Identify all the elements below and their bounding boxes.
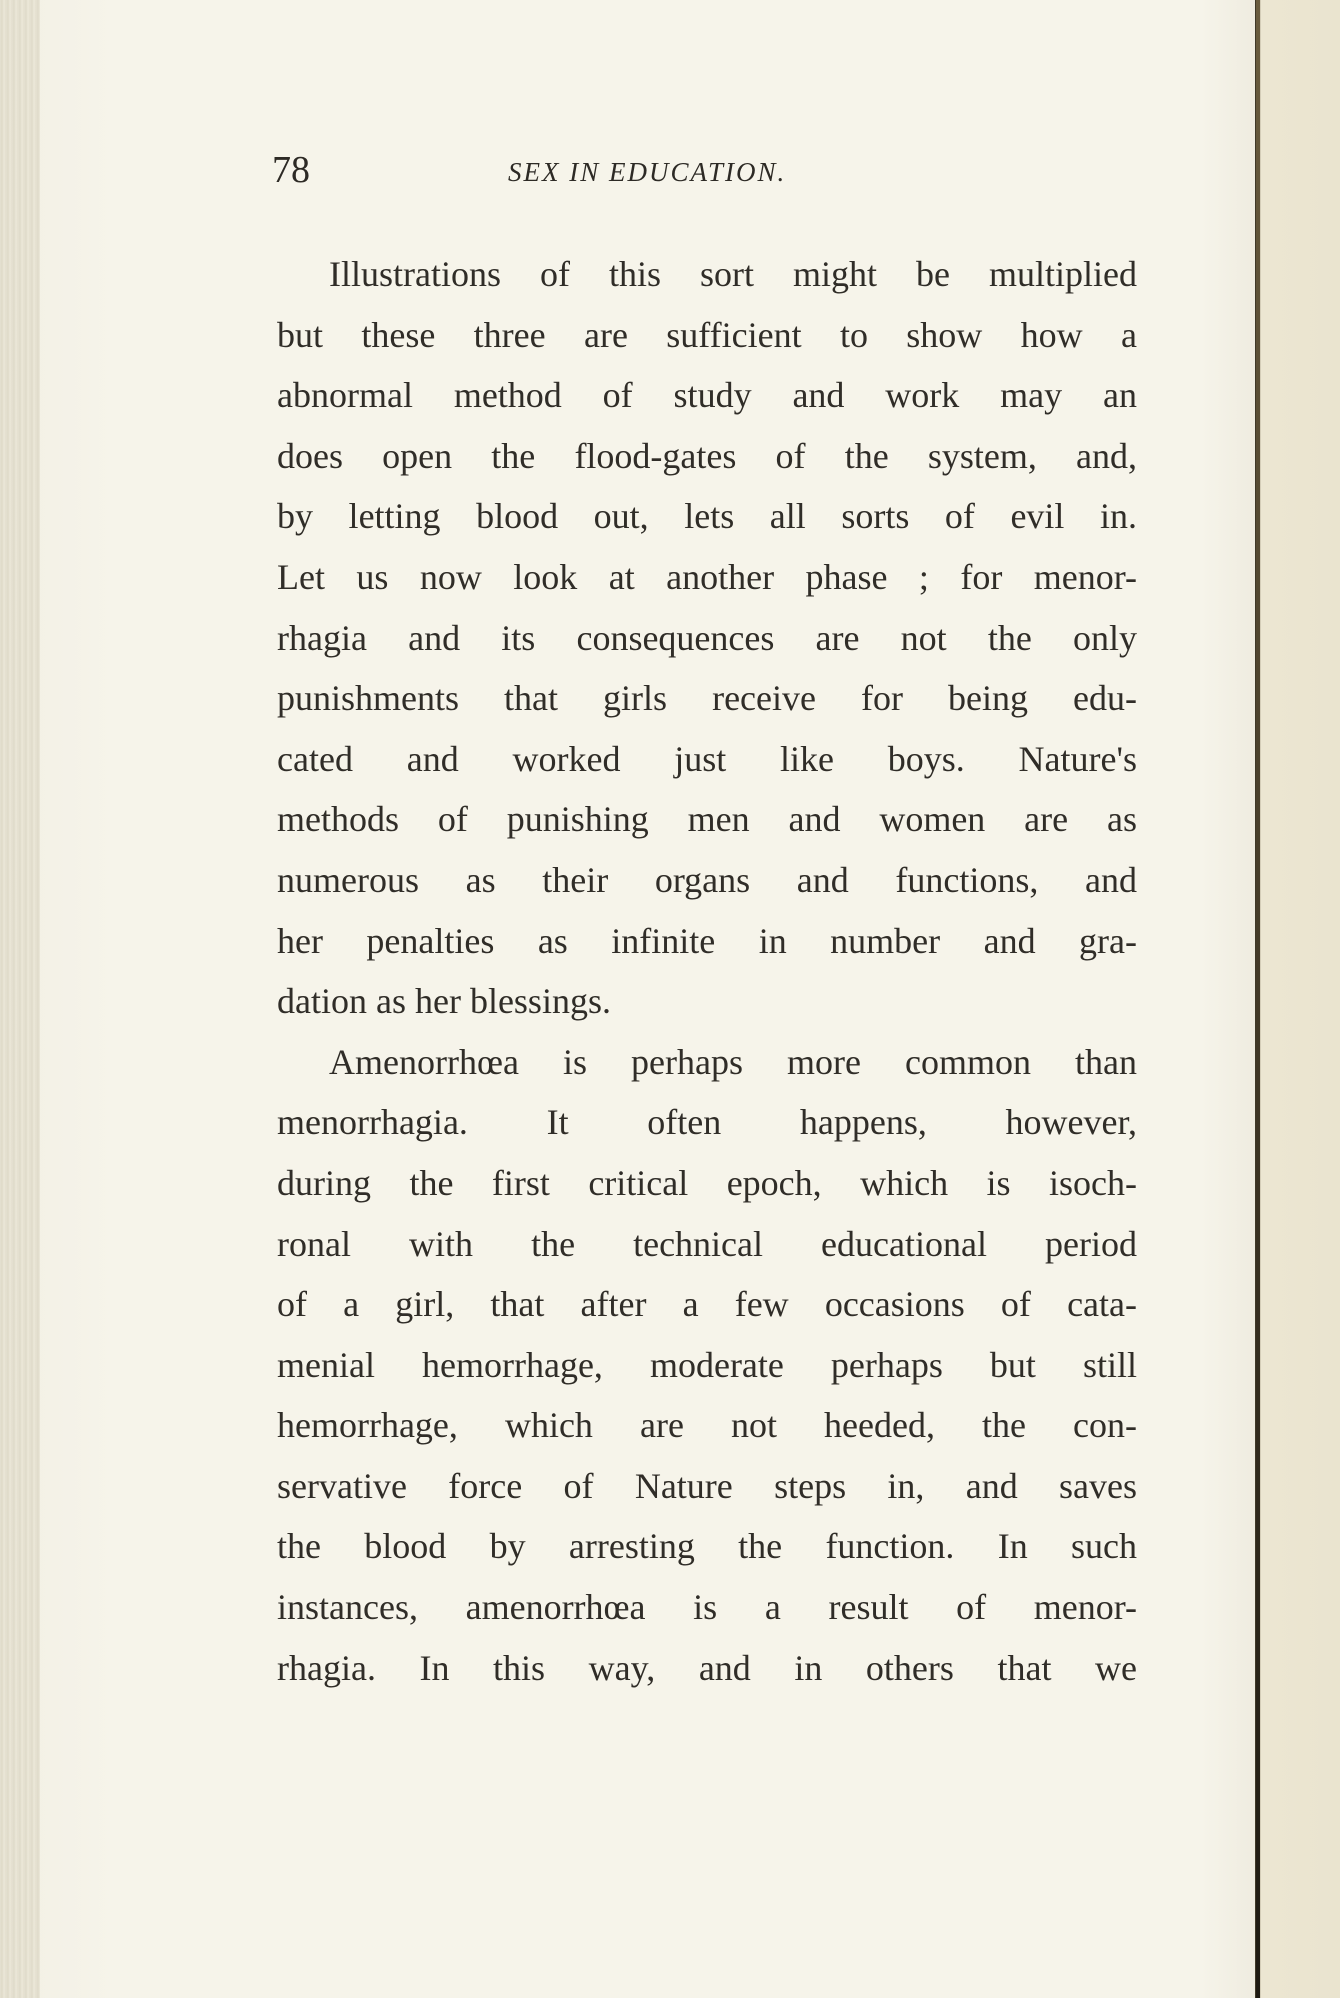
text-line: servative force of Nature steps in, and saves [277, 1465, 1137, 1506]
text-line: rhagia and its consequences are not the only [277, 617, 1137, 658]
text-line: rhagia. In this way, and in others that we [277, 1647, 1137, 1688]
text-line: instances, amenorrhœa is a result of menor- [277, 1587, 1137, 1628]
text-line: Amenorrhœa is perhaps more common than [329, 1041, 1137, 1082]
page-edge [0, 0, 40, 1998]
text-line: numerous as their organs and functions, and [277, 859, 1137, 900]
text-line: Let us now look at another phase ; for menor- [277, 556, 1137, 597]
text-line: the blood by arresting the function. In such [277, 1526, 1137, 1567]
running-title: SEX IN EDUCATION. [508, 157, 787, 187]
text-line: cated and worked just like boys. Nature's [277, 738, 1137, 779]
text-line: hemorrhage, which are not heeded, the con- [277, 1405, 1137, 1446]
text-line: during the first critical epoch, which is isoch- [277, 1162, 1137, 1203]
text-line: does open the flood-gates of the system, and, [277, 435, 1137, 476]
page-number: 78 [272, 149, 310, 191]
text-line: Illustrations of this sort might be multiplied [329, 254, 1137, 294]
text-line: abnormal method of study and work may an [277, 375, 1137, 416]
text-line: dation as her blessings. [277, 981, 611, 1022]
body-text [277, 244, 1137, 1698]
page-header [272, 148, 892, 192]
text-line: menorrhagia. It often happens, however, [277, 1102, 1137, 1143]
text-line: her penalties as infinite in number and gra- [277, 920, 1137, 961]
text-line: by letting blood out, lets all sorts of evil in. [277, 496, 1137, 537]
book-gutter [1255, 0, 1340, 1998]
text-line: punishments that girls receive for being edu- [277, 678, 1137, 719]
text-line: of a girl, that after a few occasions of cata- [277, 1284, 1137, 1325]
text-line: methods of punishing men and women are as [277, 799, 1137, 840]
text-line: menial hemorrhage, moderate perhaps but still [277, 1344, 1137, 1385]
text-line: ronal with the technical educational period [277, 1223, 1137, 1264]
gutter-shadow [1256, 0, 1260, 1998]
text-line: but these three are sufficient to show how a [277, 314, 1137, 355]
